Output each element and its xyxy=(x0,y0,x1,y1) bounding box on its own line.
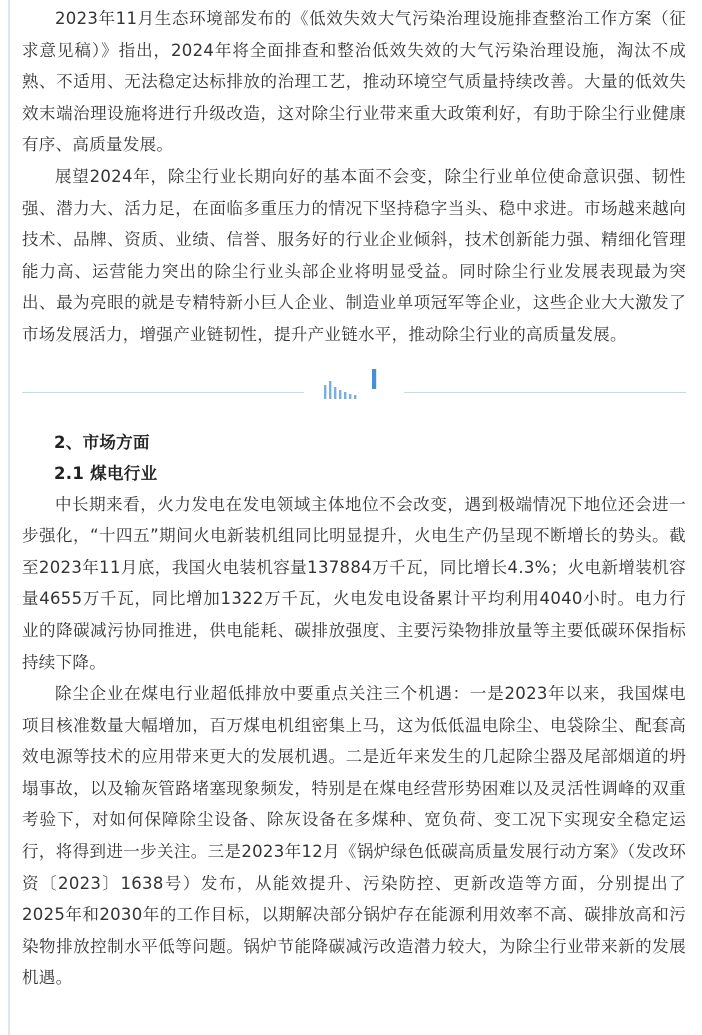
bar-chart-icon xyxy=(322,367,382,417)
article-content xyxy=(22,0,686,994)
paragraph-opportunities: 除尘企业在煤电行业超低排放中要重点关注三个机遇：一是2023年以来，我国煤电项目核准数量大幅增加，百万煤电机组密集上马，这为低低温电除尘、电袋除尘、配套高效电源等技术的应用带来更大的发展机遇。二是近年来发生的几起除尘器及尾部烟道的坍塌事故，以及输灰管路堵塞现象频发，特别是在煤电经营形势困难以及灵活性调峰的双重考验下，对如何保障除尘设备、除灰设备在多煤种、宽负荷、变工况下实现安全稳定运行，将得到进一步关注。三是2023年12月《锅炉绿色低碳高质量发展行动方案》（发改环资〔2023〕1638号）发布，从能效提升、污染防控、更新改造等方面，分别提出了2025年和2030年的工作目标，以期解决部分锅炉存在能源利用效率不高、碳排放高和污染物排放控制水平低等问题。锅炉节能降碳减污改造潜力较大，为除尘行业带来新的发展机遇。 xyxy=(22,684,686,988)
paragraph-thermal-power: 中长期来看，火力发电在发电领域主体地位不会改变，遇到极端情况下地位还会进一步强化，“十四五”期间火电新装机组同比明显提升，火电生产仍呈现不断增长的势头。截至2023年11月底，我国火电装机容量137884万千瓦，同比增长4.3%；火电新增装机容量4655万千瓦，同比增加1322万千瓦，火电发电设备累计平均利用4040小时。电力行业的降碳减污协同推进，供电能耗、碳排放强度、主要污染物排放量等主要低碳环保指标持续下降。 xyxy=(22,494,686,672)
section-heading: 2、市场方面 xyxy=(54,432,150,452)
left-border-rule xyxy=(8,0,10,1035)
section-divider xyxy=(22,359,686,427)
divider-line-left xyxy=(22,392,304,393)
divider-line-right xyxy=(404,392,686,393)
paragraph-policy: 2023年11月生态环境部发布的《低效失效大气污染治理设施排查整治工作方案（征求意见稿）》指出，2024年将全面排查和整治低效失效的大气污染治理设施，淘汰不成熟、不适用、无法稳定达标排放的治理工艺，推动环境空气质量持续改善。大量的低效失效末端治理设施将进行升级改造，这对除尘行业带来重大政策利好，有助于除尘行业健康有序、高质量发展。 xyxy=(22,9,686,155)
paragraph-outlook-2024: 展望2024年，除尘行业长期向好的基本面不会变，除尘行业单位使命意识强、韧性强、潜力大、活力足，在面临多重压力的情况下坚持稳字当头、稳中求进。市场越来越向技术、品牌、资质、业绩、信誉、服务好的行业企业倾斜，技术创新能力强、精细化管理能力高、运营能力突出的除尘行业头部企业将明显受益。同时除尘行业发展表现最为突出、最为亮眼的就是专精特新小巨人企业、制造业单项冠军等企业，这些企业大大激发了市场发展活力，增强产业链韧性，提升产业链水平，推动除尘行业的高质量发展。 xyxy=(22,166,686,344)
subsection-heading: 2.1 煤电行业 xyxy=(54,463,158,483)
intro-block xyxy=(22,0,686,351)
